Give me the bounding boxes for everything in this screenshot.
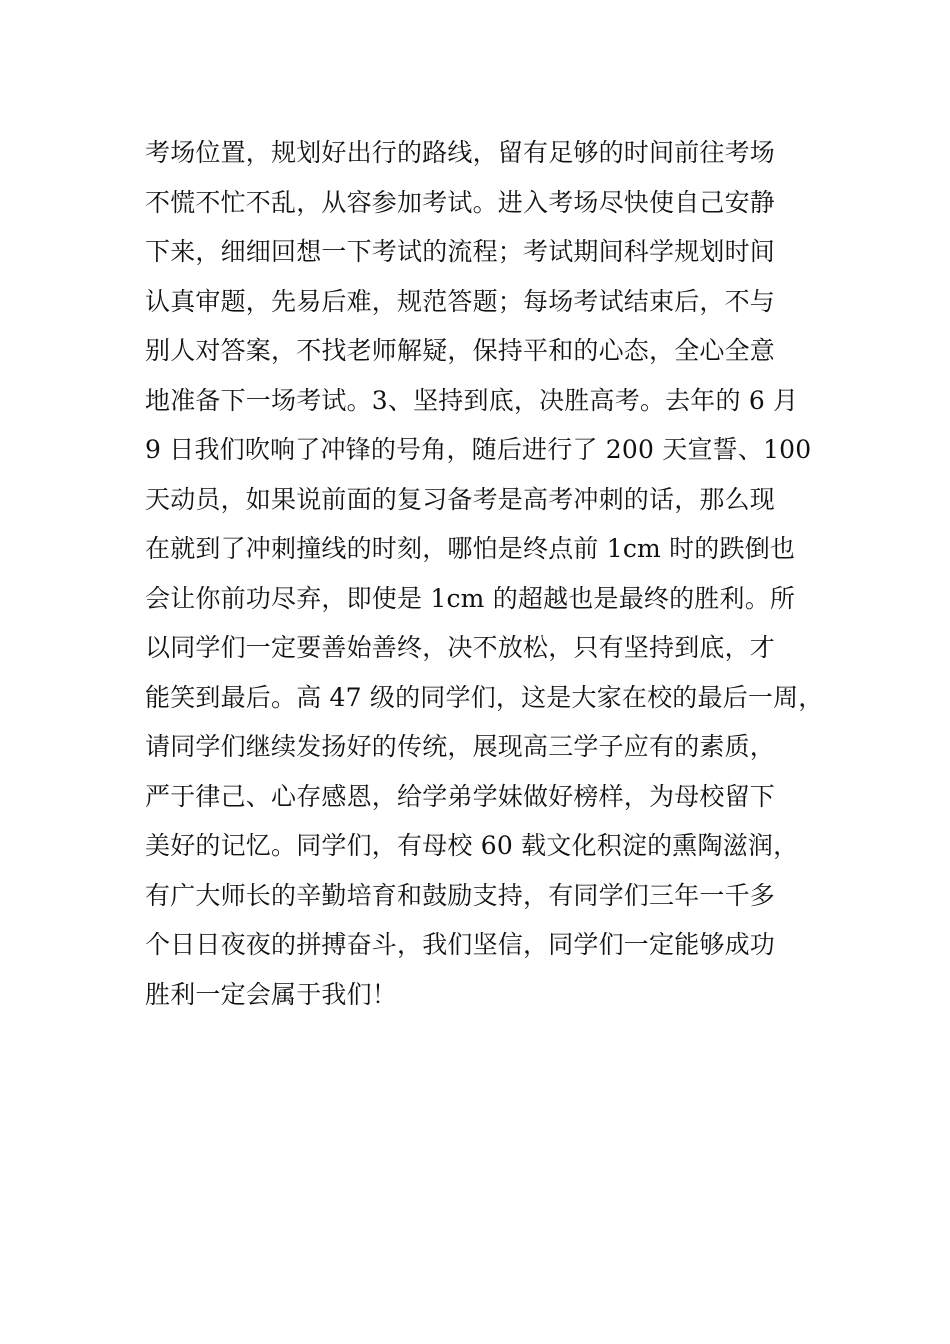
text-line: 不慌不忙不乱，从容参加考试。进入考场尽快使自己安静 — [145, 187, 776, 217]
text-line: 下来，细细回想一下考试的流程；考试期间科学规划时间 — [145, 237, 776, 266]
text-line: 天动员，如果说前面的复习备考是高考冲刺的话，那么现 — [145, 484, 776, 514]
text-line: 在就到了冲刺撞线的时刻，哪怕是终点前 1cm 时的跌倒也 — [145, 534, 796, 563]
body-text — [145, 128, 845, 1019]
text-line: 美好的记忆。同学们，有母校 60 载文化积淀的熏陶滋润， — [145, 831, 799, 860]
text-line: 有广大师长的辛勤培育和鼓励支持，有同学们三年一千多 — [145, 880, 776, 910]
text-line: 以同学们一定要善始善终，决不放松，只有坚持到底，才 — [145, 633, 776, 662]
text-line: 胜利一定会属于我们！ — [145, 979, 398, 1009]
text-line: 能笑到最后。高 47 级的同学们，这是大家在校的最后一周， — [145, 682, 824, 712]
text-line: 9 日我们吹响了冲锋的号角，随后进行了 200 天宣誓、100 — [145, 435, 812, 464]
text-line: 别人对答案，不找老师解疑，保持平和的心态，全心全意 — [145, 336, 776, 365]
text-line: 认真审题，先易后难，规范答题；每场考试结束后，不与 — [145, 286, 776, 316]
text-line: 请同学们继续发扬好的传统，展现高三学子应有的素质， — [145, 732, 776, 761]
text-line: 会让你前功尽弃，即使是 1cm 的超越也是最终的胜利。所 — [145, 583, 796, 613]
text-line: 地准备下一场考试。3、坚持到底，决胜高考。去年的 6 月 — [145, 385, 799, 415]
text-line: 个日日夜夜的拼搏奋斗，我们坚信，同学们一定能够成功 — [145, 930, 776, 959]
text-line: 考场位置，规划好出行的路线，留有足够的时间前往考场 — [145, 138, 776, 167]
text-line: 严于律己、心存感恩，给学弟学妹做好榜样，为母校留下 — [145, 781, 776, 811]
